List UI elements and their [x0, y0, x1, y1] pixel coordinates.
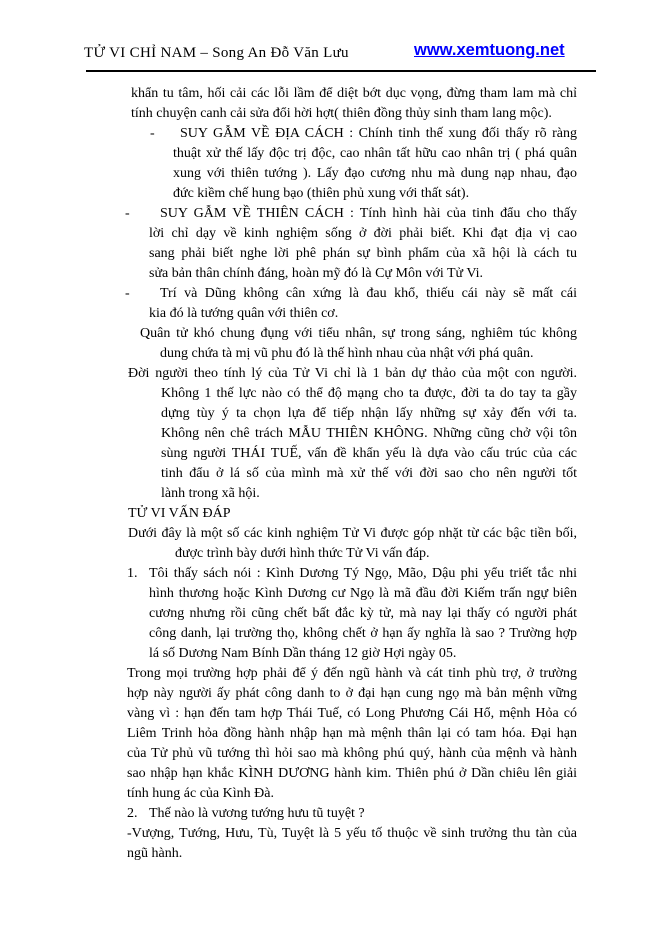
text-line [0, 224, 669, 244]
text-line-content: lá số Dương Nam Bính Dần tháng 12 giờ Hợi ngày 05. [149, 646, 457, 661]
text-line [0, 724, 669, 744]
text-line [0, 444, 669, 464]
text-line-content: tính hung ác của Kình Đà. [127, 786, 274, 801]
text-line-content: sao nhập hạn khắc KÌNH DƯƠNG hành kim. Thiên phú ở Dần chiêu lên giải [127, 766, 577, 781]
text-line [0, 284, 669, 304]
text-line [0, 84, 669, 104]
text-line-content: khẩn tu tâm, hối cải các lỗi lầm để diệt bớt dục vọng, đừng tham lam mà chỉ [131, 86, 577, 101]
text-line-content: sang phải biết nghe lời phê phán sự bình phẩm của xã hội là cách tu [149, 246, 577, 261]
text-line [0, 664, 669, 684]
text-line-content: của Tử phủ vũ tướng thì hỏi sao mà không phú quý, hành của mệnh và hành [127, 746, 577, 761]
text-line-content: ngũ hành. [127, 846, 183, 861]
text-line-content: hình thương hoặc Kình Dương cư Ngọ là mã đầu đời Kiếm trấn ngự biên [149, 586, 577, 601]
text-line-content: xung với thiên tướng ). Lấy đạo cương nhu mà dung nạp nhau, đạo [173, 166, 577, 181]
text-line-content: được trình bày dưới hình thức Tử Vi vấn đáp. [175, 546, 430, 561]
text-line [0, 164, 669, 184]
text-line [0, 104, 669, 124]
text-line-content: Không 1 thế lực nào có thể độ mạng cho ta được, đời ta do tay ta gầy [161, 386, 577, 401]
text-line [0, 544, 669, 564]
page-title: TỬ VI CHỈ NAM – Song An Đỗ Văn Lưu [84, 45, 349, 61]
text-line-content: dung chứa tà mị vũ phu đó là thế hình nhau của nhật với phá quân. [160, 346, 534, 361]
text-line [0, 584, 669, 604]
text-line [0, 404, 669, 424]
text-line-content: SUY GẪM VỀ THIÊN CÁCH : Tính hình hài của tinh đẩu cho thấy [160, 206, 577, 221]
text-line-content: cương nhưng rồi cũng chết bất đắc kỳ tử, mà nay lại thấy có người phát [149, 606, 577, 621]
text-line-content: lời chỉ dạy về kinh nghiệm sống ở đời phải biết. Khi đạt địa vị cao [149, 226, 577, 241]
text-line-content: dựng tùy ý ta chọn lựa để tiếp nhận lấy những sự xảy đến với ta. [161, 406, 577, 421]
text-line-content: tính chuyện canh cải sửa đổi hời hợt( thiên đồng thủy sinh tham lang mộc). [131, 106, 552, 121]
text-line-content: Không nên chê trách MẪU THIÊN KHÔNG. Những cũng chở vội tôn [161, 426, 577, 441]
document-body [0, 84, 669, 864]
text-line-content: Quân tử khó chung đụng với tiểu nhân, sự trong sáng, nghiêm túc không [140, 326, 577, 341]
text-line-content: Dưới đây là một số các kinh nghiệm Tử Vi được góp nhặt từ các bậc tiền bối, [128, 526, 577, 541]
text-line [0, 204, 669, 224]
text-line-content: SUY GẪM VỀ ĐỊA CÁCH : Chính tinh thế xung đối thấy rõ ràng [180, 126, 577, 141]
text-line-content: -Vượng, Tướng, Hưu, Tù, Tuyệt là 5 yếu tố thuộc về sinh trưởng thu tàn của [127, 826, 577, 841]
text-line [0, 484, 669, 504]
text-line-content: công danh, lại trường thọ, không chết ở hạn ấy nghĩa là sao ? Trường hợp [149, 626, 577, 641]
text-line [0, 184, 669, 204]
text-line [0, 684, 669, 704]
list-marker: 1. [127, 566, 138, 581]
text-line [0, 264, 669, 284]
website-link[interactable]: www.xemtuong.net [414, 41, 565, 59]
text-line [0, 824, 669, 844]
list-marker: 2. [127, 806, 138, 821]
text-line-content: Tôi thấy sách nói : Kình Dương Tý Ngọ, Mão, Dậu phi yểu triết tắc nhi [149, 566, 577, 581]
text-line-content: sửa bản thân chính đáng, hoàn mỹ đó là Cự Môn với Tử Vi. [149, 266, 484, 281]
text-line [0, 464, 669, 484]
section-heading [0, 504, 669, 524]
list-marker: - [150, 126, 155, 141]
text-line-content: lành trong xã hội. [161, 486, 260, 501]
text-line [0, 384, 669, 404]
text-line-content: kia đó là tướng quân với thiên cơ. [149, 306, 339, 321]
text-line-content: TỬ VI VẤN ĐÁP [128, 506, 231, 521]
header-divider [86, 70, 596, 72]
text-line [0, 604, 669, 624]
text-line [0, 804, 669, 824]
text-line [0, 624, 669, 644]
text-line [0, 784, 669, 804]
text-line [0, 144, 669, 164]
text-line [0, 644, 669, 664]
text-line-content: Trong mọi trường hợp phải để ý đến ngũ hành và cát tinh phù trợ, ở trường [127, 666, 577, 681]
text-line [0, 844, 669, 864]
text-line [0, 424, 669, 444]
text-line [0, 124, 669, 144]
text-line [0, 524, 669, 544]
text-line-content: Trí và Dũng không cân xứng là đau khổ, thiếu cái này sẽ mất cái [160, 286, 577, 301]
text-line-content: thuật xử thế lấy độc trị độc, cao nhân tất hữu cao nhân trị ( phá quân [173, 146, 577, 161]
text-line-content: Đời người theo tính lý của Tử Vi chỉ là 1 bản dự thảo của một con người. [128, 366, 577, 381]
text-line [0, 324, 669, 344]
text-line [0, 744, 669, 764]
text-line [0, 364, 669, 384]
list-marker: - [125, 206, 130, 221]
text-line-content: hợp này người ấy phát công danh to ở đại hạn cung ngọ mà bản mệnh vững [127, 686, 577, 701]
text-line [0, 344, 669, 364]
text-line-content: Liêm Trinh hỏa đồng hành nhập hạn mà mệnh thân lại có tam hóa. Đại hạn [127, 726, 577, 741]
text-line-content: tinh đẩu ở lá số của mình mà xử thế với đời sao cho nên người tốt [161, 466, 577, 481]
text-line-content: sùng người THÁI TUẾ, vấn đề khẩn yếu là dựa vào cấu trúc của các [161, 446, 577, 461]
text-line [0, 244, 669, 264]
text-line-content: Thế nào là vương tướng hưu tũ tuyệt ? [149, 806, 365, 821]
list-marker: - [125, 286, 130, 301]
text-line [0, 304, 669, 324]
text-line [0, 564, 669, 584]
text-line-content: vàng vì : hạn đến tam hợp Thái Tuế, có Long Phương Cái Hổ, mệnh Hỏa có [127, 706, 577, 721]
text-line [0, 704, 669, 724]
text-line [0, 764, 669, 784]
text-line-content: đức kiềm chế hung bạo (thiên phủ xung với thất sát). [173, 186, 470, 201]
